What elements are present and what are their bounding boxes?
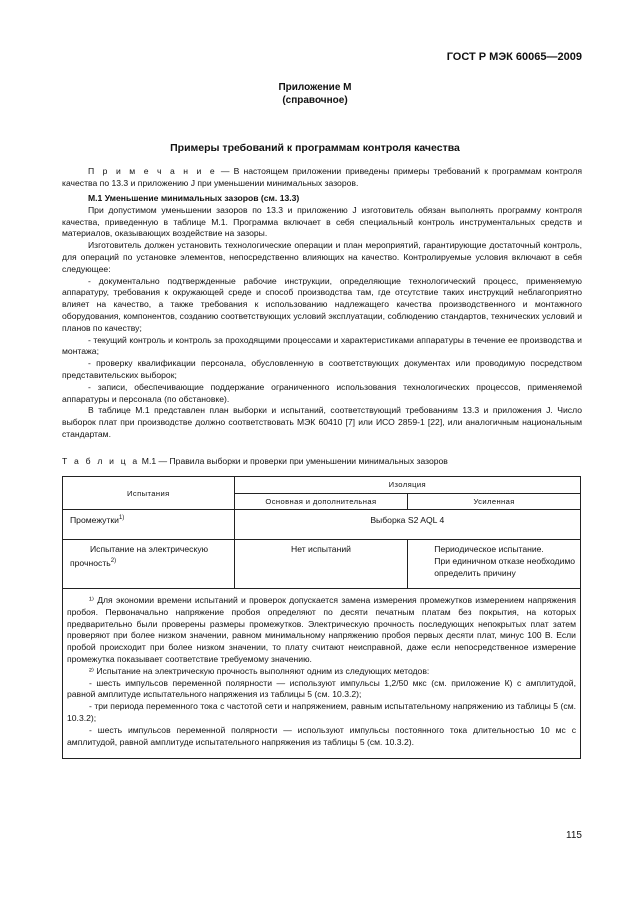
- table-notes-row: [63, 589, 581, 759]
- table-caption-label: Т а б л и ц а: [62, 456, 140, 466]
- header-reinforced: Усиленная: [408, 493, 581, 510]
- annex-header: [0, 81, 630, 107]
- table-row: [63, 510, 581, 540]
- table-notes: [63, 589, 581, 759]
- table-m1: [62, 476, 581, 759]
- section-list-item: - текущий контроль и контроль за проходящими процессами и характеристиками аппаратуры в течение ее производства и монтажа;: [62, 334, 582, 357]
- row-dielectric-name: Испытание на электрическую прочность$^{2)}$: [63, 540, 235, 589]
- table-note: - шесть импульсов переменной полярности — используют импульсы 1,2/50 мкс (см. приложение К) с амплитудой, равной амплитуде испытательного напряжения из таблицы 5 (см. 10.3.2);: [67, 677, 576, 700]
- table-note: ²⁾ Испытание на электрическую прочность выполняют одним из следующих методов:: [89, 665, 430, 676]
- row-dielectric-reinforced: Периодическое испытание. При единичном отказе необходимо определить причину: [408, 540, 581, 589]
- section-list-item: - проверку квалификации персонала, обусловленную в соответствующих документах или проводимую посредством представительских выборок;: [62, 358, 582, 380]
- section-list-item: - записи, обеспечивающие поддержание ограниченного использования технологических процессов, применяемой аппаратуры и персонала (по обстановке).: [62, 381, 582, 404]
- section-paragraph: Изготовитель должен установить технологические операции и план мероприятий, гарантирующие достаточный контроль, для операций по установке элементов, непосредственно влияющих на качество. Контролируемые условия включают в себя следующее:: [62, 240, 582, 274]
- row-gaps-name: Промежутки$^{1)}$: [63, 510, 235, 540]
- table-note: - три периода переменного тока с частотой сети и напряжением, равным испытательному напряжению из таблицы 5 (см. 10.3.2);: [67, 701, 576, 723]
- note-label: П р и м е ч а н и е: [88, 166, 217, 176]
- section-heading: М.1 Уменьшение минимальных зазоров (см. 13.3): [88, 193, 300, 203]
- section-paragraph: В таблице М.1 представлен план выборки и испытаний, соответствующий требованиям 13.3 и приложения J. Число выборок плат при производстве должно соответствовать МЭК 60410 [7] или ИСО 2859-1 [22], или аналогичным национальным стандартам.: [62, 405, 582, 439]
- note-paragraph: [62, 166, 582, 190]
- standard-header: ГОСТ Р МЭК 60065—2009: [446, 51, 582, 63]
- section-list-item: - документально подтвержденные рабочие инструкции, определяющие технологический процесс, применяемую аппаратуру, требования к окружающей среде и способ производства там, где отсутствие таких инструкций неблагоприятно влияет на качество, а также требования к использованию надлежащего качества производственного и монтажного оборудования, компонентов, созданию соответствующих условий эксплуатации, соблюдению стандартов, технических условий и планов по качеству;: [62, 275, 582, 333]
- table-row: [63, 540, 581, 589]
- note-text: — В настоящем приложении приведены примеры требований к программам контроля качества по 13.3 и приложению J при уменьшении минимальных зазоров.: [62, 166, 582, 188]
- table-note: ¹⁾ Для экономии времени испытаний и проверок допускается замена измерения промежутков измерением напряжения пробоя. Первоначально напряжение пробоя определяют по десяти печатным платам без покрытия, на которых предварительно были проверены размеры промежутков. Электрическую прочность последующих непокрытых плат затем проверяют при более низком значении, равном минимальному напряжению пробоя первых десяти плат, минус 100 В. Если пробой происходит при более низком значении, то плату считают неисправной, даже если непосредственное измерение промежутка показывает соответствие требуемому значению.: [67, 595, 576, 664]
- page-number: 115: [566, 830, 582, 841]
- row-dielectric-basic: Нет испытаний: [234, 540, 408, 589]
- annex-subtitle: (справочное): [282, 95, 348, 106]
- table-caption-text: М.1 — Правила выборки и проверки при уменьшении минимальных зазоров: [139, 456, 448, 466]
- table-caption: [62, 456, 448, 466]
- header-basic: Основная и дополнительная: [234, 493, 408, 510]
- header-insulation: Изоляция: [234, 477, 580, 494]
- annex-heading: Примеры требований к программам контроля качества: [170, 142, 460, 154]
- section-paragraph: При допустимом уменьшении зазоров по 13.3 и приложению J изготовитель обязан выполнять программу контроля качества, приведенную в таблице М.1. Программа включает в себя специальный контроль инструментальных средств и материалов, оказывающих воздействие на зазоры.: [62, 204, 582, 239]
- header-tests: Испытания: [63, 477, 235, 510]
- table-note: - шесть импульсов переменной полярности — используют импульсы постоянного тока длительностью 10 мс с амплитудой, равной амплитуде испытательного напряжения из таблицы 5 (см. 10.3.2).: [67, 724, 576, 747]
- annex-title: Приложение М: [278, 82, 352, 93]
- section-m1: [62, 193, 582, 441]
- table-header-row: [63, 477, 581, 494]
- row-gaps-value: Выборка S2 AQL 4: [234, 510, 580, 540]
